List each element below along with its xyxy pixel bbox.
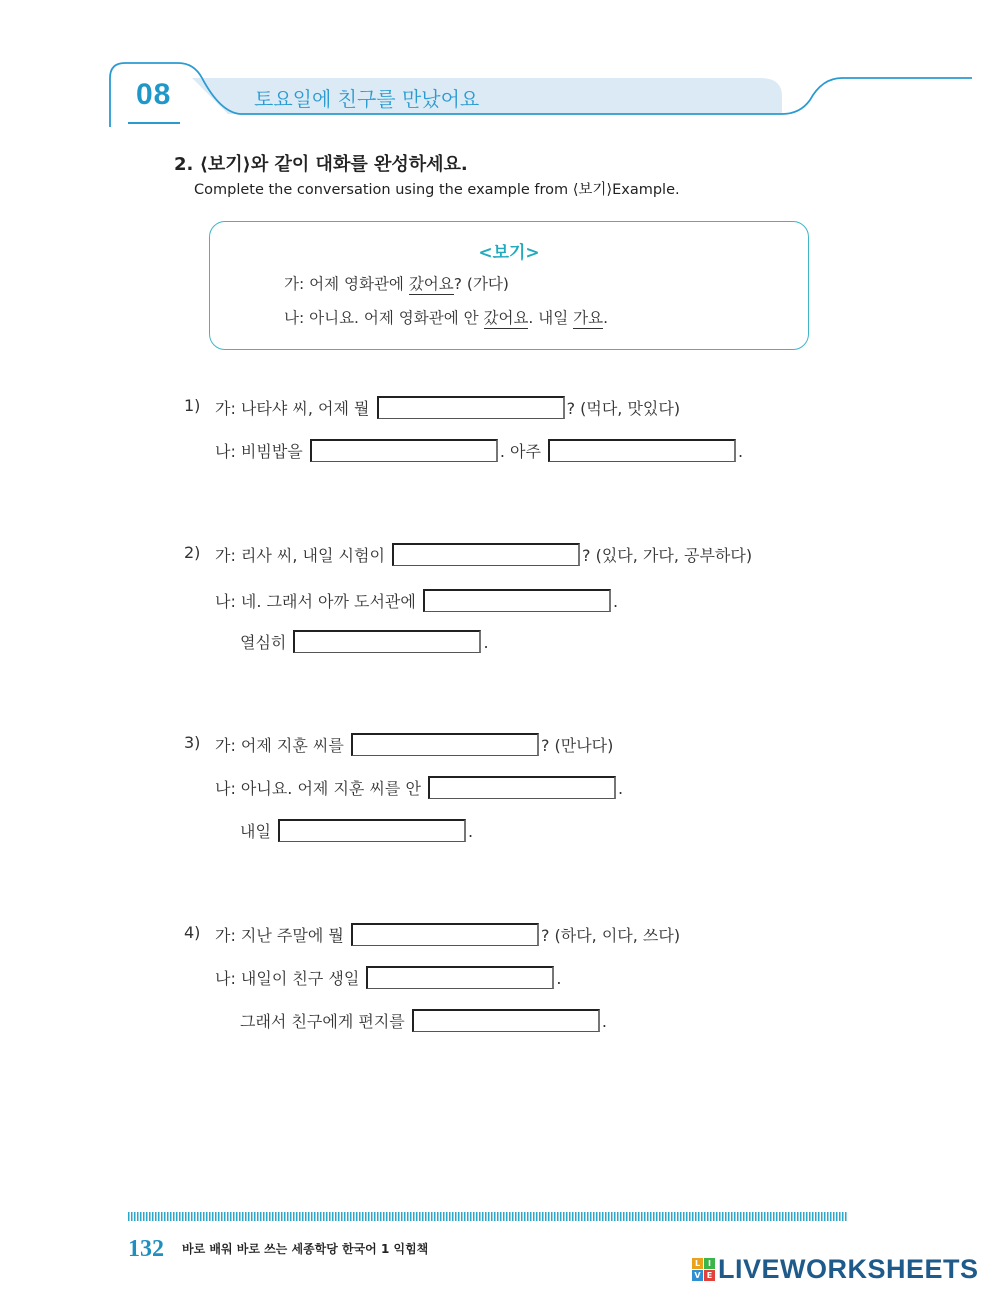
- prompt-text: ? (만나다): [540, 736, 614, 755]
- example-text: .: [603, 309, 609, 327]
- chapter-title: 토요일에 친구를 만났어요: [254, 87, 480, 111]
- answer-blank[interactable]: [377, 396, 565, 419]
- example-answer: 가요: [573, 309, 604, 327]
- exercise-4-line-c: [240, 1009, 607, 1032]
- answer-blank[interactable]: [366, 966, 554, 989]
- prompt-text: .: [738, 442, 744, 461]
- chapter-header-graphic: [0, 0, 1000, 140]
- answer-blank[interactable]: [412, 1009, 600, 1032]
- example-text: ? (가다): [453, 275, 509, 293]
- page-number: 132: [128, 1236, 164, 1262]
- example-text: 나: 아니요. 어제 영화관에 안: [284, 309, 484, 327]
- exercise-2-line-b: [215, 589, 618, 612]
- example-box: [209, 221, 809, 350]
- logo-icon-letter: L: [692, 1258, 703, 1269]
- answer-blank[interactable]: [293, 630, 481, 653]
- book-title: 바로 배워 바로 쓰는 세종학당 한국어 1 익힘책: [182, 1242, 429, 1256]
- question-title: 2. ⟨보기⟩와 같이 대화를 완성하세요.: [174, 154, 468, 175]
- prompt-text: .: [556, 969, 562, 988]
- prompt-text: . 아주: [499, 442, 541, 461]
- exercise-3-line-b: [215, 776, 623, 799]
- prompt-text: 가: 어제 지훈 씨를: [215, 736, 344, 755]
- prompt-text: ? (먹다, 맛있다): [566, 399, 681, 418]
- footer-divider: [128, 1212, 848, 1221]
- answer-blank[interactable]: [392, 543, 580, 566]
- prompt-text: 나: 아니요. 어제 지훈 씨를 안: [215, 779, 421, 798]
- example-line-1: [284, 272, 509, 294]
- prompt-text: .: [612, 592, 619, 611]
- exercise-3-line-a: [215, 733, 613, 756]
- answer-blank[interactable]: [351, 733, 539, 756]
- example-line-2: [284, 306, 608, 328]
- exercise-number: 3): [184, 733, 201, 752]
- prompt-text: .: [468, 822, 474, 841]
- example-text: 가: 어제 영화관에: [284, 275, 409, 293]
- prompt-text: 나: 비빔밥을: [215, 442, 303, 461]
- exercise-number: 2): [184, 543, 201, 562]
- logo-icon-letter: I: [704, 1258, 715, 1269]
- answer-blank[interactable]: [428, 776, 616, 799]
- prompt-text: 나: 내일이 친구 생일: [215, 969, 360, 988]
- exercise-number: 1): [184, 396, 201, 415]
- liveworksheets-logo[interactable]: [692, 1254, 979, 1284]
- exercise-4-line-b: [215, 966, 561, 989]
- prompt-text: ? (있다, 가다, 공부하다): [582, 546, 753, 565]
- prompt-text: 열심히: [240, 633, 287, 652]
- prompt-text: 나: 네. 그래서 아까 도서관에: [215, 592, 416, 611]
- example-answer: 갔어요: [483, 309, 529, 327]
- exercise-number: 4): [184, 923, 201, 942]
- exercise-4-line-a: [215, 923, 680, 946]
- question-subtitle: Complete the conversation using the example from ⟨보기⟩Example.: [194, 182, 680, 198]
- exercise-1-line-a: [215, 396, 680, 419]
- example-answer: 갔어요: [408, 275, 454, 293]
- example-title: <보기>: [478, 243, 540, 263]
- prompt-text: 가: 리사 씨, 내일 시험이: [215, 546, 385, 565]
- exercise-2-line-a: [215, 543, 752, 566]
- answer-blank[interactable]: [351, 923, 539, 946]
- answer-blank[interactable]: [548, 439, 736, 462]
- prompt-text: 가: 지난 주말에 뭘: [215, 926, 344, 945]
- answer-blank[interactable]: [310, 439, 498, 462]
- prompt-text: .: [483, 633, 489, 652]
- liveworksheets-icon: [692, 1258, 715, 1281]
- example-text: . 내일: [528, 309, 574, 327]
- prompt-text: .: [618, 779, 624, 798]
- exercise-2-line-c: [240, 630, 489, 653]
- prompt-text: 그래서 친구에게 편지를: [240, 1012, 405, 1031]
- exercise-1-line-b: [215, 439, 743, 462]
- chapter-number: 08: [136, 78, 172, 111]
- exercise-3-line-c: [240, 819, 473, 842]
- prompt-text: 가: 나타샤 씨, 어제 뭘: [215, 399, 370, 418]
- prompt-text: ? (하다, 이다, 쓰다): [540, 926, 681, 945]
- answer-blank[interactable]: [278, 819, 466, 842]
- prompt-text: 내일: [240, 822, 271, 841]
- prompt-text: .: [601, 1012, 607, 1031]
- logo-icon-letter: V: [692, 1270, 703, 1281]
- logo-icon-letter: E: [704, 1270, 715, 1281]
- answer-blank[interactable]: [423, 589, 611, 612]
- logo-text: LIVEWORKSHEETS: [718, 1253, 979, 1284]
